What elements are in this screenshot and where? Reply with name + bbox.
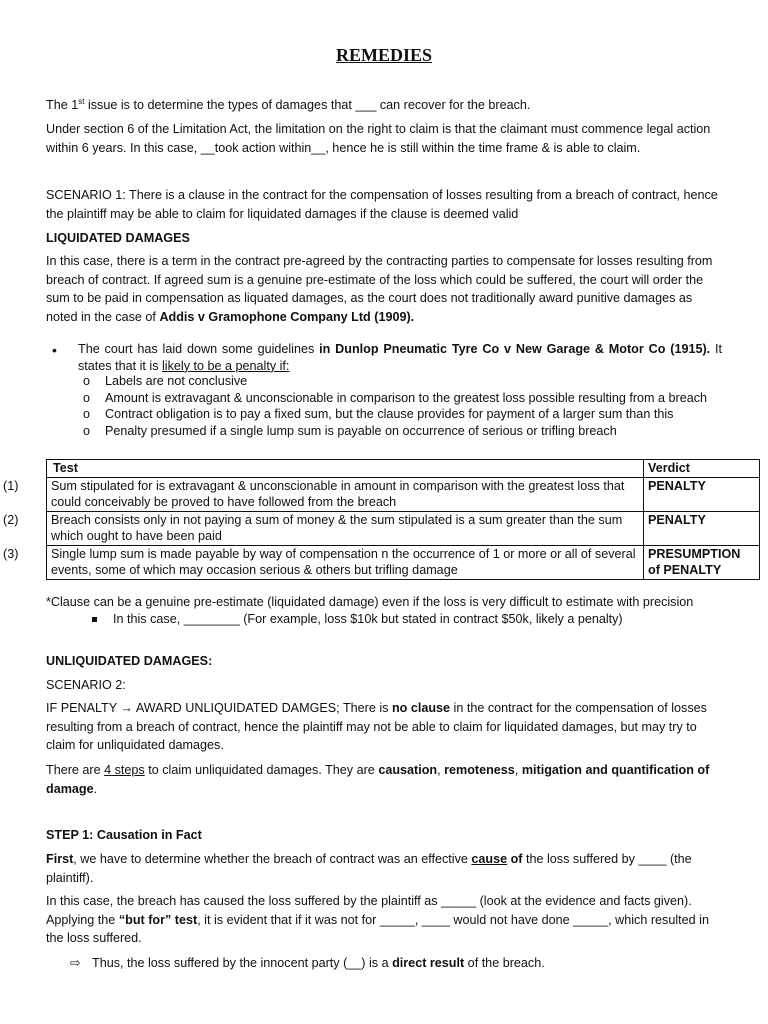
bold-text: of: [507, 852, 523, 866]
clause-sub-text: In this case, ________ (For example, loss $10k but stated in contract $50k, likely a penalty): [113, 612, 623, 626]
step1-heading: STEP 1: Causation in Fact: [46, 828, 202, 842]
case-name: Addis v Gramophone Company Ltd (1909).: [159, 309, 415, 324]
list-item: [83, 406, 722, 423]
bullet-dot-icon: •: [52, 342, 57, 358]
step1-case-paragraph: [46, 892, 722, 948]
list-item: [83, 373, 722, 390]
intro-text: The 1: [46, 98, 79, 112]
underlined-text: likely to be a penalty if:: [162, 358, 290, 373]
limitation-paragraph: Under section 6 of the Limitation Act, the limitation on the right to claim is that the claimant must commence legal action within 6 years. In this case, __took action within__, hence he is still within the time frame & is able to claim.: [46, 122, 711, 155]
table-cell-test: [3, 545, 644, 579]
step1-text: the loss suffered by ____ (the plaintiff).: [46, 852, 692, 885]
dunlop-bullet-text: [78, 341, 722, 375]
bold-text: no clause: [391, 701, 451, 715]
circle-bullet-icon: o: [83, 390, 91, 405]
intro-text: issue is to determine the types of damages that ___ can recover for the breach.: [84, 98, 531, 112]
thus-line: [70, 954, 722, 973]
table-row: [47, 477, 760, 511]
circle-bullet-icon: o: [83, 374, 91, 388]
liquidated-heading: LIQUIDATED DAMAGES: [46, 231, 190, 245]
steps-text: ,: [514, 763, 522, 777]
table-header-verdict: Verdict: [644, 460, 760, 478]
list-item-text: Amount is extravagant & unconscionable in comparison to the greatest loss possible resulting from a breach: [105, 390, 708, 405]
table-row: [47, 545, 760, 579]
scenario2-label: SCENARIO 2:: [46, 678, 126, 692]
page-title: REMEDIES: [335, 45, 433, 65]
unliquidated-heading: UNLIQUIDATED DAMAGES:: [46, 654, 213, 668]
bullet-text: The court has laid down some guidelines: [78, 342, 320, 356]
row-number: (2): [3, 512, 19, 527]
table-row: [47, 511, 760, 545]
hollow-arrow-icon: ⇨: [70, 956, 81, 970]
table-cell-verdict: PENALTY: [644, 511, 760, 545]
step1-text: , it is evident that if it was not for _____, ____ would not have done _____, which resulted in the loss suffered.: [46, 912, 709, 945]
thus-text: Thus, the loss suffered by the innocent party (__) is a: [92, 956, 393, 970]
list-item-text: Labels are not conclusive: [105, 374, 248, 388]
dunlop-bullet: [52, 341, 722, 375]
steps-text: .: [93, 781, 98, 796]
penalty-text: AWARD UNLIQUIDATED DAMGES; There is: [133, 701, 392, 715]
bold-text: direct result: [392, 956, 465, 970]
steps-text: ,: [437, 763, 445, 777]
table-cell-test: [3, 477, 644, 511]
liquidated-paragraph: [46, 252, 722, 326]
case-name: in Dunlop Pneumatic Tyre Co v New Garage & Motor Co (1915).: [319, 342, 711, 356]
step1-text: , we have to determine whether the breach of contract was an effective: [73, 852, 472, 866]
steps-text: to claim unliquidated damages. They are: [144, 763, 379, 777]
right-arrow-icon: →: [120, 701, 134, 715]
underlined-bold-text: cause: [471, 852, 508, 866]
superscript: st: [78, 96, 85, 106]
list-item: [83, 423, 722, 440]
scenario1-paragraph: SCENARIO 1: There is a clause in the contract for the compensation of losses resulting from a breach of contract, hence the plaintiff may be able to claim for liquidated damages if the clause is deemed valid: [46, 188, 718, 221]
table-cell-verdict: PENALTY: [644, 477, 760, 511]
list-item-text: Contract obligation is to pay a fixed sum, but the clause provides for payment of a larger sum than this: [105, 407, 674, 422]
step1-first-paragraph: [46, 850, 722, 887]
row-test-text: Sum stipulated for is extravagant & unconscionable in amount in comparison with the greatest loss that could conceivably be proved to have followed from the breach: [51, 478, 625, 509]
table-header-row: [47, 460, 760, 478]
table-cell-verdict: PRESUMPTION of PENALTY: [644, 545, 760, 579]
row-number: (3): [3, 546, 19, 561]
liquidated-text: In this case, there is a term in the contract pre-agreed by the contracting parties to compensate for losses resulting from breach of contract. If agreed sum is a genuine pre-estimate of the loss which could be suffered, the court will order the sum to be paid in compensation as liquated damages, as the court does not traditionally award punitive damages as noted in the case of: [46, 254, 713, 324]
table-header-test: Test: [47, 460, 644, 478]
penalty-paragraph: [46, 699, 722, 755]
circle-bullet-icon: o: [83, 407, 91, 422]
circle-bullet-icon: o: [83, 424, 91, 439]
bullet-text: It states that it is: [78, 342, 722, 373]
steps-paragraph: [46, 761, 722, 798]
list-item: [83, 390, 722, 407]
steps-text: There are: [46, 763, 105, 777]
penalty-text: in the contract for the compensation of losses resulting from a breach of contract, hence the plaintiff may not be able to claim for liquidated damages, but may try to claim for unliquidated damages.: [46, 701, 707, 752]
square-bullet-icon: [92, 617, 97, 622]
step1-text: In this case, the breach has caused the loss suffered by the plaintiff as _____ (look at the evidence and facts given). Applying the: [46, 894, 692, 927]
bold-text: First: [46, 852, 74, 866]
underlined-text: 4 steps: [104, 763, 145, 777]
bold-text: remoteness: [444, 763, 515, 777]
table-cell-test: [3, 511, 644, 545]
thus-text: of the breach.: [464, 956, 545, 970]
row-test-text: Single lump sum is made payable by way of compensation n the occurrence of 1 or more or all of several events, some of which may occasion serious & others but trifling damage: [51, 546, 636, 577]
bold-text: causation: [378, 763, 438, 777]
intro-issue: [46, 96, 722, 115]
clause-sub-bullet: [92, 610, 722, 629]
bold-text: mitigation and quantification of damage: [46, 763, 710, 796]
bold-text: “but for” test: [118, 912, 198, 927]
row-test-text: Breach consists only in not paying a sum of money & the sum stipulated is a sum greater than the sum which ought to have been paid: [51, 512, 623, 543]
list-item-text: Penalty presumed if a single lump sum is payable on occurrence of serious or trifling breach: [105, 424, 617, 439]
penalty-sub-list: [83, 373, 722, 440]
row-number: (1): [3, 478, 19, 493]
penalty-tests-table: [3, 459, 760, 580]
penalty-text: IF PENALTY: [46, 701, 121, 715]
clause-note: *Clause can be a genuine pre-estimate (liquidated damage) even if the loss is very difficult to estimate with precision: [46, 595, 694, 609]
